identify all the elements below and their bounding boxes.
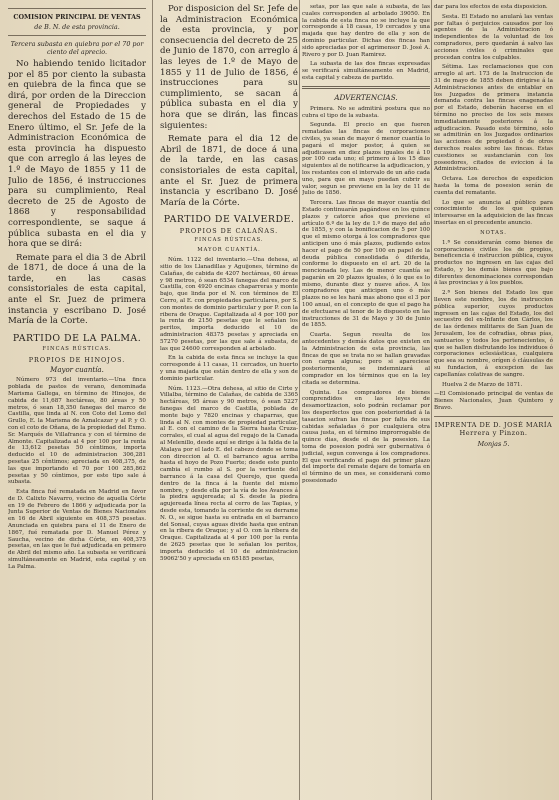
paragraph: 2.ª Son bienes del Estado los que lleven este nombre, los de instruccion pública superior, cuyos productos ingresen en las cajas del Estado, los del secuestro del ex-Infante don Cárlos, los de las órdenes militares de San Juan de Jerusalem, los de cofradías, obras pías, santuarios y todos los pertenecientes, ó que se hallen disfrutando los individuos ó corporaciones eclesiásticas, cualquiera que sea su nombre, orígen ó cláusulas de su fundacion, á excepcion de las capellanías colativas de sangre.: [434, 290, 553, 378]
column-divider: [299, 0, 300, 800]
column-divider: [431, 0, 432, 800]
commission-title: COMISION PRINCIPAL DE VENTAS: [13, 13, 141, 21]
column-divider: [152, 0, 153, 800]
paragraph: Sétima. Las reclamaciones que con arreglo al art. 173 de la Instruccion de 31 de mayo de 1855 deben dirigirse á la Administraciones antes de entablar en los Juzgados de primera instancia demanda contra las fincas enagenadas por el Estado, deberán hacerse en el término no preciso de los seis meses inmediatamente posteriores á la adjudicacion. Pasado este término, solo se admitirán en los Juzgados ordinarios las acciones de propiedad ó de otros derechos reales sobre las fincas. Estas cuestiones se sustanciarán con los poseedores, citados de eviccion á la Administracion.: [434, 64, 553, 173]
section-heading: MAYOR CUANTÍA.: [197, 247, 261, 254]
paragraph: Tercera. Las fincas de mayor cuantía del Estado continuarán pagándose en los quince plazos y catorce años que previene el artículo 6.º de la ley de 1.º de mayo del año de 1855, y con la bonificacion de 5 por 100 que el mismo otorga á los compradores que anticipen uno ó más plazos, pudiendo estos hacer el pago de 50 por 100 en papel de la deuda pública consolidada ó diferida, conforme lo dispuesto en el art. 20 de la mencionada ley. Las de menor cuantía se pagarán en 20 plazos iguales, ó lo que es lo mismo, durante diez y nueve años. A los compradores que anticipen uno ó más plazos no se les hará mas abono que el 3 por 100 anual, en el concepto de que el pago ha de efectuarse al tenor de lo dispuesto en las instrucciones de 31 de Mayo y 30 de Junio de 1855.: [302, 200, 430, 329]
paragraph: Lo que se anuncia al público para conocimiento de los que quieran interesarse en la adquisicion de las fincas insertas en el precedente anuncio.: [434, 199, 553, 226]
paragraph: Segunda. El precio en que fueren rematadas las fincas de corporaciones civiles, ya sean de mayor ó menor cuantía lo pagará el mejor postor, á quien se adjudicasen en diez plazos iguales de á 10 por 100 cada uno; el primero á los 15 dias siguientes al de notificarse la adjudicacion, y los restantes con el intervalo de un año cada uno, para que en mayo puedan cubrir su valor, segun se previene en la ley de 11 de Julio de 1856.: [302, 122, 430, 197]
paragraph: Por disposicion del Sr. Jefe de la Administracion Económica de esta provincia, y por consecuencia del decreto de 25 de Junio de 1870, con arreglo á las leyes de 1.º de Mayo de 1855 y 11 de Julio de 1856, é instrucciones para su cumplimiento, se sacan á pública subasta en el dia y hora que se dirán, las fincas siguientes:: [160, 4, 298, 131]
paragraph: Remate para el dia 12 de Abril de 1871, de doce á una de la tarde, en las casas consistoriales de esta capital, ante el Sr. Juez de primera instancia y escribano D. José María de la Córte.: [160, 134, 298, 208]
section-heading: FINCAS RÚSTICAS.: [194, 237, 264, 244]
section-heading: Mayor cuantía.: [50, 365, 104, 374]
paragraph: Número 973 del inventario.—Una finca poblada de pastos de verano, denominada Marisma Gallega, en término de Hinojos, de cabida de 11,687 hectáreas, 80 áreas y 50 metros, ó sean 18,350 fanegas del marco de Castilla, que linda al N. con Coto del Lomo del Grullo, E. la Marisma de Aznalcazar y al P. y O. con el coto de Oñana, de la propiedad del Exmo. Sr. Marqués de Villafranca y con el término de Almonte. Capitalizada al 4 por 100 por la renta de 13,612 pesetas 50 céntimos, importa deducido el 10 de administracion 306,281 pesetas 25 céntimos; apreciada en 408,375, de las que importando el 70 por 100 285,862 pesetas y 50 céntimos, por este tipo sale á subasta.: [8, 377, 146, 486]
column-1: [8, 4, 146, 796]
signature-line: —El Comisionado principal de ventas de Bienes Nacionales, Juan Quintero y Bravo.: [434, 391, 553, 412]
paragraph: Cuarta. Segun resulta de los antecedentes y demás datos que existen en la Administracion de esta provincia, las fincas de que se trata no se hallan gravadas con carga alguna; pero si apareciese posteriormente, se indemnizará al comprador en los términos que en la ley citada se determina.: [302, 332, 430, 386]
divider: [8, 35, 146, 36]
top-rule: [8, 8, 146, 9]
advertencias-heading: ADVERTENCIAS.: [334, 92, 398, 102]
paragraph: Núm. 1122 del inventario.—Una dehesa, al sitio de los Llanadillas y Aguijones, término de Calañas, de cabida de 4207 hectáreas, 60 áreas y 98 metros, ó sean 6534 fanegas del marco de Castilla, con 4920 encinas chaparreras y monte bajo, que linda por el N. con términos de El Cerro, al E. con propiedades particulares, por S. con montes de dominio particular y por P. con la ribera de Oraque. Capitalizada al 4 por 100 por la renta de 2150 pesetas que le señalan los peritos, importa deducido el 10 de administracion 48375 pesetas y apreciada en 57270 pesetas, por las que sale á subasta, de las que 24600 corresponden al arbolado.: [160, 257, 298, 352]
paragraph: dar para los efectos de esta disposicion.: [434, 4, 548, 10]
paragraph: Primera. No se admitirá postura que no cubra el tipo de la subasta.: [302, 105, 430, 119]
paragraph: Remate para el dia 3 de Abril de 1871, de doce á una de la tarde, en las casas consistoriales de esta capital, ante el Sr. Juez de primera instancia y escribano D. José María de la Corte.: [8, 252, 146, 327]
party-heading: PARTIDO DE LA PALMA.: [12, 332, 142, 344]
paragraph: En la cabida de esta finca se incluye la que corresponde á 11 casas, 11 cercados, un huerto y una majada que están dentro de ella y son de dominio particular.: [160, 355, 298, 382]
printer-address: Monjas 5.: [477, 439, 510, 448]
paragraph: setas, por las que sale á subasta, de las cuales corresponden al arbolado 39050. En la cabida de esta finca no se incluye la que corresponde á 18 casas, 19 cercados y una majada que hay dentro de ella y son de dominio particular. Dichas dos fincas han sido apreciadas por el agrimensor D. José A. Rivero y por D. Juan Ramirez.: [302, 4, 430, 58]
date-line: Huelva 2 de Marzo de 1871.: [442, 381, 523, 388]
column-3: [302, 4, 430, 796]
paragraph: Sesta. El Estado no anulará las ventas por faltas ó perjuicios causados por los agentes de la Administracion ó independientes de la voluntad de los compradores, pero quedarán á salvo las acciones civiles ó criminales que procedan contra los culpables.: [434, 13, 553, 61]
third-auction-heading: Tercera subasta en quiebra por el 70 por ciento del aprecio.: [10, 40, 144, 56]
divider: [302, 86, 430, 89]
paragraph: 1.ª Se considerarán como bienes de corporaciones civiles los de propios, beneficencia é instruccion pública, cuyos productos no ingresen en las cajas del Estado, y los demás bienes que bajo diferentes denominaciones correspondan á las provincias y á los pueblos.: [434, 239, 553, 287]
column-4: [434, 4, 553, 796]
paragraph: Núm. 1123.—Otra dehesa, al sitio de Cirte y Villalba, término de Calañas, de cabida de 3365 hectáreas, 95 áreas y 90 metros, ó sean 5227 fanegas del marco de Castilla, poblada de monte bajo y 7820 encinas y chaparras, que linda al N. con montes de propiedad particular, al E. con el camino de la Sierra hasta Cruza-corrales, el cual al agua del regajo de la Canada al Melenillo, desde aquí se dirige á la falda de la Atalaya por el lado E. del cabezo donde se toma con direccion al O. el barranco agua arriba hasta el hoyo de Pozo Fuerte; desde este punto cambia el rumbo al S. por la vertiente del barranco á la casa del Querejo, que queda dentro de la finca á la fuente del mismo nombre, y desde ella por la vía de los Avances á la piedra agujereada; al S. desde la piedra agujereada línea recta al cerro de las Tapias, y desde esta, tomando la corriente de su derrame N. O., se sigue hasta su entrada en el barranco del Sonsal, cuyas aguas divide hasta que entran en la ribera de Oraque; y al O. con la ribera de Oraque. Capitalizada al 4 por 100 por la renta de 2625 pesetas que le señalan los peritos, importa deducido el 10 de administracion 59062'50 y apreciada en 65185 pesetas,: [160, 385, 298, 562]
paragraph: Octava. Los derechos de expedicion hasta la toma de posesion serán de cuenta del rematante.: [434, 176, 553, 196]
paragraph: Quinta. Los compradores de bienes comprendidos en las leyes de desamortizacion, solo podrán reclamar por los desperfectos que con posterioridad á la tasacion sufran las fincas por falta de sus cabidas señaladas ó por cualquiera otra causa justa, en el término improrrogable de quince dias, desde el de la posesion. La toma de posesion podrá ser gubernativa ó judicial, segun convenga á los compradores. El que verificando el pago del primer plazo del importe del remate dejare de tomarla en el término de un mes, se considerará como posesionado: [302, 389, 430, 484]
column-2: [160, 4, 298, 796]
divider: [434, 416, 553, 417]
party-heading: PARTIDO DE VALVERDE.: [163, 214, 295, 226]
paragraph: Esta finca fué rematada en Madrid en favor de D. Calixto Navarro, vecino de aquella Córte en 19 de Febrero de 1866 y adjudicada por la Junta Superior de Ventas de Bienes Nacionales en 16 de Abril siguiente en 408,375 pesetas. Anunciada en quiebra para el 11 de Enero de 1867, fué rematada por D. Manuel Pérez y Saucha, vecino de dicha Córte, en 408,375 pesetas, en las que le fué adjudicada en primero de Abril del mismo año. La subasta se verificará simultáneamente en Madrid, esta capital y en La Palma.: [8, 489, 146, 570]
notes-heading: NOTAS.: [480, 229, 507, 236]
printer-imprint: IMPRENTA DE D. JOSÉ MARÍA Herrera y Pinzon.: [434, 420, 553, 437]
paragraph: No habiendo tenido licitador por el 85 por ciento la subasta en quiebra de la finca que se dirá, por orden de la Direccion general de Propiedades y derechos del Estado de 15 de Enero último, el Sr. Jefe de la Administracion Económica de esta provincia ha dispuesto que con arreglo á las leyes de 1.º de Mayo de 1855 y 11 de Julio de 1856, é instrucciones para su cumplimiento, Real decreto de 25 de Agosto de 1868 y responsabilidad correspondiente, se saque á pública subasta en el dia y hora que se dirá:: [8, 59, 146, 250]
commission-subtitle: de B. N. de esta provincia.: [34, 23, 120, 31]
section-heading: PROPIOS DE CALAÑAS.: [179, 227, 279, 236]
section-heading: FINCAS RÚSTICAS.: [42, 345, 112, 352]
paragraph: La subasta de las dos fincas expresadas se verificará simultáneamente en Madrid, esta capital y cabeza de partido.: [302, 61, 430, 81]
section-heading: PROPIOS DE HINOJOS.: [28, 355, 126, 364]
